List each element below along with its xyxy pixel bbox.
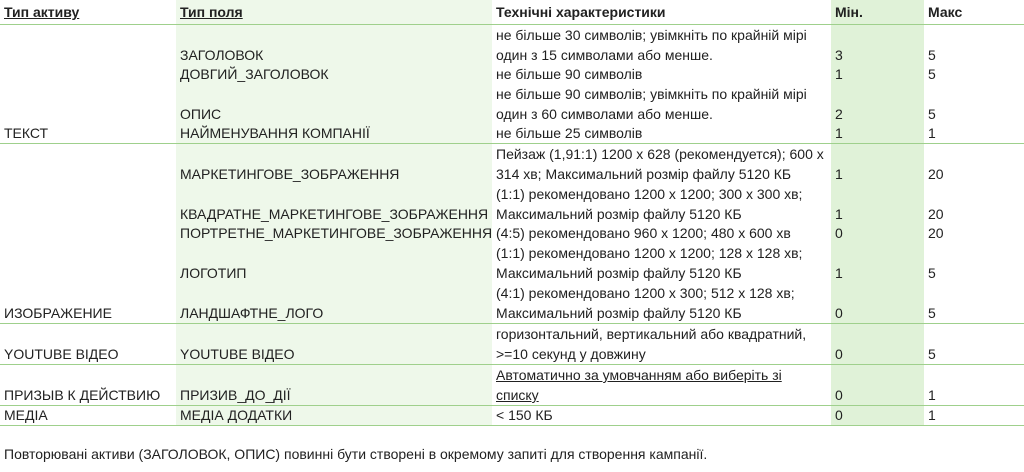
cell-asset[interactable] xyxy=(0,65,176,84)
cell-field[interactable]: МЕДІА ДОДАТКИ xyxy=(176,406,492,426)
cell-asset[interactable] xyxy=(0,84,176,124)
cell-min[interactable]: 1 xyxy=(831,144,924,185)
cell-min[interactable]: 0 xyxy=(831,365,924,406)
cell-asset[interactable]: ПРИЗЫВ К ДЕЙСТВИЮ xyxy=(0,365,176,406)
cell-asset[interactable]: МЕДІА xyxy=(0,406,176,426)
cell-max[interactable]: 20 xyxy=(924,144,1024,185)
cell-asset[interactable]: ТЕКСТ xyxy=(0,124,176,144)
cell-spec[interactable]: Пейзаж (1,91:1) 1200 x 628 (рекомендуется); 600 x 314 хв; Максимальний розмір файлу 5120 КБ xyxy=(492,144,831,185)
cell-spec[interactable]: (1:1) рекомендовано 1200 x 1200; 128 x 128 хв; Максимальний розмір файлу 5120 КБ xyxy=(492,243,831,283)
cell-asset[interactable] xyxy=(0,243,176,283)
cell-max[interactable]: 5 xyxy=(924,283,1024,324)
cell-field[interactable]: МАРКЕТИНГОВЕ_ЗОБРАЖЕННЯ xyxy=(176,144,492,185)
cell-asset[interactable]: YOUTUBE ВІДЕО xyxy=(0,324,176,365)
table-row xyxy=(0,144,1024,185)
header-row xyxy=(0,0,1024,25)
cell-min[interactable]: 1 xyxy=(831,124,924,144)
cell-field[interactable]: КВАДРАТНЕ_МАРКЕТИНГОВЕ_ЗОБРАЖЕННЯ xyxy=(176,184,492,224)
table-row xyxy=(0,224,1024,243)
cell-min[interactable]: 0 xyxy=(831,224,924,243)
cell-max[interactable]: 5 xyxy=(924,324,1024,365)
table-row xyxy=(0,184,1024,224)
table-row xyxy=(0,243,1024,283)
footnote: Повторювані активи (ЗАГОЛОВОК, ОПИС) повинні бути створені в окремому запиті для створення кампанії. xyxy=(4,446,708,462)
cell-asset[interactable] xyxy=(0,144,176,185)
cell-spec[interactable]: не більше 90 символів; увімкніть по крайній мірі один з 60 символами або менше. xyxy=(492,84,831,124)
cell-spec[interactable]: не більше 90 символів xyxy=(492,65,831,84)
cell-field[interactable]: ПОРТРЕТНЕ_МАРКЕТИНГОВЕ_ЗОБРАЖЕННЯ xyxy=(176,224,492,243)
header-min[interactable]: Мін. xyxy=(831,0,924,25)
cell-min[interactable]: 0 xyxy=(831,406,924,426)
cell-spec[interactable]: < 150 КБ xyxy=(492,406,831,426)
table-row xyxy=(0,365,1024,406)
cell-max[interactable]: 20 xyxy=(924,224,1024,243)
table-row xyxy=(0,283,1024,324)
table-row xyxy=(0,84,1024,124)
cell-spec[interactable]: (4:5) рекомендовано 960 x 1200; 480 x 600 хв xyxy=(492,224,831,243)
cell-spec-link[interactable]: Автоматично за умовчанням або виберіть зі списку xyxy=(492,365,831,406)
header-max[interactable]: Макс xyxy=(924,0,1024,25)
table-row xyxy=(0,65,1024,84)
cell-field[interactable]: ЛАНДШАФТНЕ_ЛОГО xyxy=(176,283,492,324)
cell-min[interactable]: 3 xyxy=(831,25,924,66)
cell-spec[interactable]: не більше 30 символів; увімкніть по крайній мірі один з 15 символами або менше. xyxy=(492,25,831,66)
table-row xyxy=(0,124,1024,144)
header-field-type[interactable]: Тип поля xyxy=(176,0,492,25)
cell-field[interactable]: ДОВГИЙ_ЗАГОЛОВОК xyxy=(176,65,492,84)
cell-asset[interactable] xyxy=(0,184,176,224)
cell-field[interactable]: ОПИС xyxy=(176,84,492,124)
cell-field[interactable]: НАЙМЕНУВАННЯ КОМПАНІЇ xyxy=(176,124,492,144)
cell-field[interactable]: YOUTUBE ВІДЕО xyxy=(176,324,492,365)
cell-min[interactable]: 2 xyxy=(831,84,924,124)
cell-spec[interactable]: не більше 25 символів xyxy=(492,124,831,144)
table-row xyxy=(0,324,1024,365)
cell-min[interactable]: 1 xyxy=(831,184,924,224)
cell-asset[interactable] xyxy=(0,224,176,243)
cell-max[interactable]: 20 xyxy=(924,184,1024,224)
cell-asset[interactable]: ИЗОБРАЖЕНИЕ xyxy=(0,283,176,324)
table-row xyxy=(0,406,1024,426)
cell-field[interactable]: ПРИЗИВ_ДО_ДІЇ xyxy=(176,365,492,406)
cell-min[interactable]: 0 xyxy=(831,324,924,365)
cell-spec[interactable]: (4:1) рекомендовано 1200 x 300; 512 x 128 хв; Максимальний розмір файлу 5120 КБ xyxy=(492,283,831,324)
cell-max[interactable]: 5 xyxy=(924,25,1024,66)
cell-asset[interactable] xyxy=(0,25,176,66)
cell-spec[interactable]: (1:1) рекомендовано 1200 x 1200; 300 x 300 хв; Максимальний розмір файлу 5120 КБ xyxy=(492,184,831,224)
cell-min[interactable]: 0 xyxy=(831,283,924,324)
cell-max[interactable]: 1 xyxy=(924,406,1024,426)
cell-field[interactable]: ЗАГОЛОВОК xyxy=(176,25,492,66)
cell-max[interactable]: 5 xyxy=(924,84,1024,124)
cell-max[interactable]: 1 xyxy=(924,365,1024,406)
cell-max[interactable]: 5 xyxy=(924,65,1024,84)
header-asset-type[interactable]: Тип активу xyxy=(0,0,176,25)
cell-min[interactable]: 1 xyxy=(831,243,924,283)
cell-min[interactable]: 1 xyxy=(831,65,924,84)
header-specs[interactable]: Технічні характеристики xyxy=(492,0,831,25)
cell-field[interactable]: ЛОГОТИП xyxy=(176,243,492,283)
cell-max[interactable]: 1 xyxy=(924,124,1024,144)
cell-spec[interactable]: горизонтальний, вертикальний або квадратний, >=10 секунд у довжину xyxy=(492,324,831,365)
table-row xyxy=(0,25,1024,66)
cell-max[interactable]: 5 xyxy=(924,243,1024,283)
